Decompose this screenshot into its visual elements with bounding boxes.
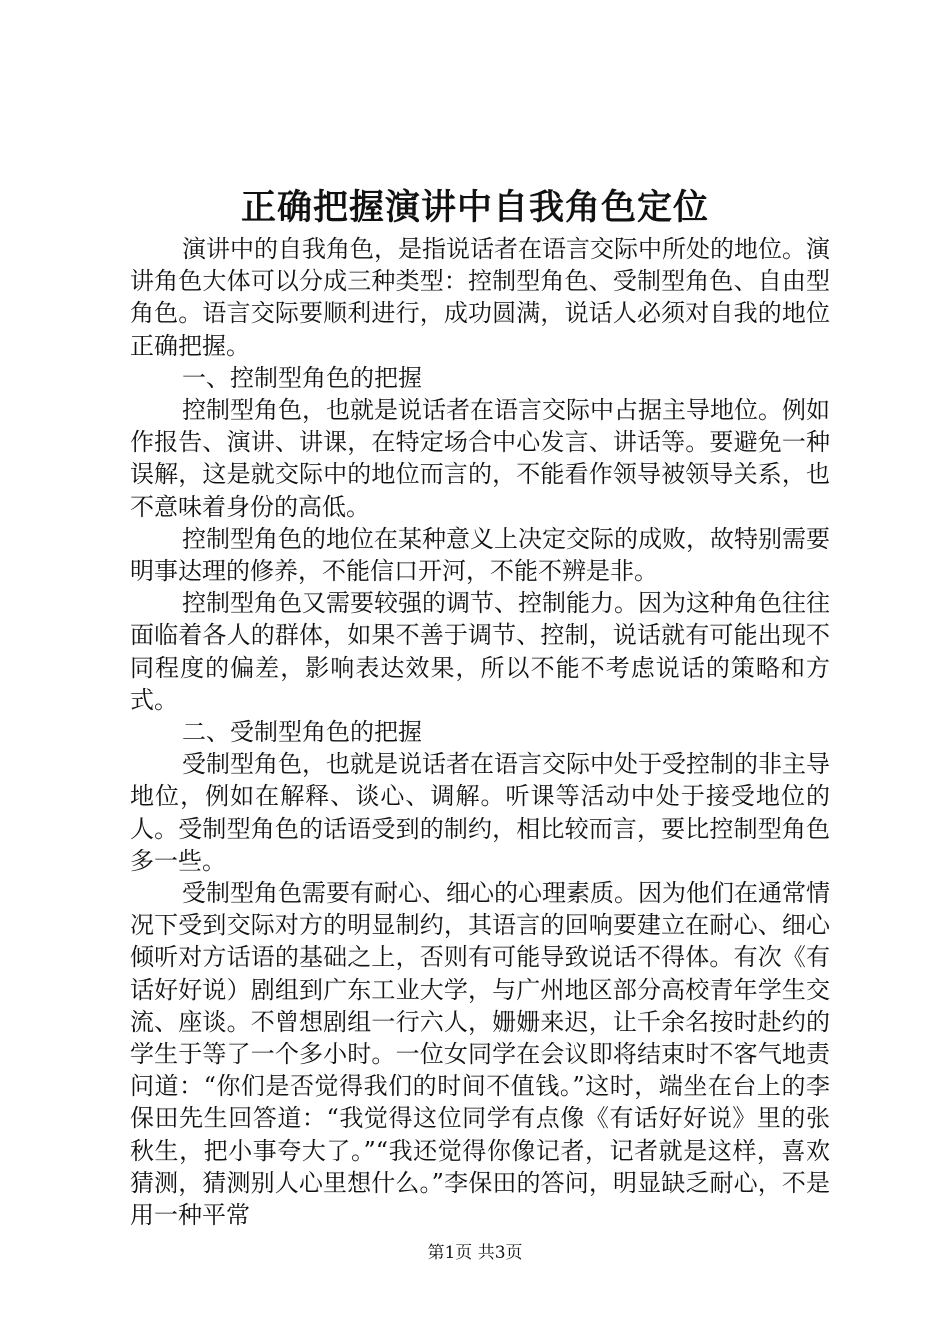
paragraph-intro: 演讲中的自我角色，是指说话者在语言交际中所处的地位。演讲角色大体可以分成三种类型：控制型角色、受制型角色、自由型角色。语言交际要顺利进行，成功圆满，说话人必须对自我的地位正确把握。: [130, 235, 830, 360]
paragraph-controlled-definition: 受制型角色，也就是说话者在语言交际中处于受控制的非主导地位，例如在解释、谈心、调解。听课等活动中处于接受地位的人。受制型角色的话语受到的制约，相比较而言，要比控制型角色多一些。: [130, 750, 830, 875]
section-heading-control-role: 一、控制型角色的把握: [182, 363, 422, 392]
paragraph-control-importance: 控制型角色的地位在某种意义上决定交际的成败，故特别需要明事达理的修养，不能信口开河，不能不辨是非。: [130, 524, 830, 586]
document-title: 正确把握演讲中自我角色定位: [240, 187, 709, 228]
paragraph-controlled-example: 受制型角色需要有耐心、细心的心理素质。因为他们在通常情况下受到交际对方的明显制约，其语言的回响要建立在耐心、细心倾听对方话语的基础之上，否则有可能导致说话不得体。有次《有话好好说）剧组到广东工业大学，与广州地区部分高校青年学生交流、座谈。不曾想剧组一行六人，姗姗来迟，让千余名按时赴约的学生于等了一个多小时。一位女同学在会议即将结束时不客气地责问道：“你们是否觉得我们的时间不值钱。”这时，端坐在台上的李保田先生回答道：“我觉得这位同学有点像《有话好好说》里的张秋生，把小事夸大了。”“我还觉得你像记者，记者就是这样，喜欢猜测，猜测别人心里想什么。”李保田的答问，明显缺乏耐心，不是用一种平常: [130, 879, 830, 1230]
section-heading-controlled-role: 二、受制型角色的把握: [182, 718, 422, 747]
paragraph-control-ability: 控制型角色又需要较强的调节、控制能力。因为这种角色往往面临着各人的群体，如果不善于调节、控制，说话就有可能出现不同程度的偏差，影响表达效果，所以不能不考虑说话的策略和方式。: [130, 589, 830, 714]
page-footer: 第1页 共3页: [427, 1243, 523, 1263]
paragraph-control-definition: 控制型角色，也就是说话者在语言交际中占据主导地位。例如作报告、演讲、讲课，在特定场合中心发言、讲话等。要避免一种误解，这是就交际中的地位而言的，不能看作领导被领导关系，也不意味着身份的高低。: [130, 396, 830, 521]
document-body: [130, 233, 830, 1231]
